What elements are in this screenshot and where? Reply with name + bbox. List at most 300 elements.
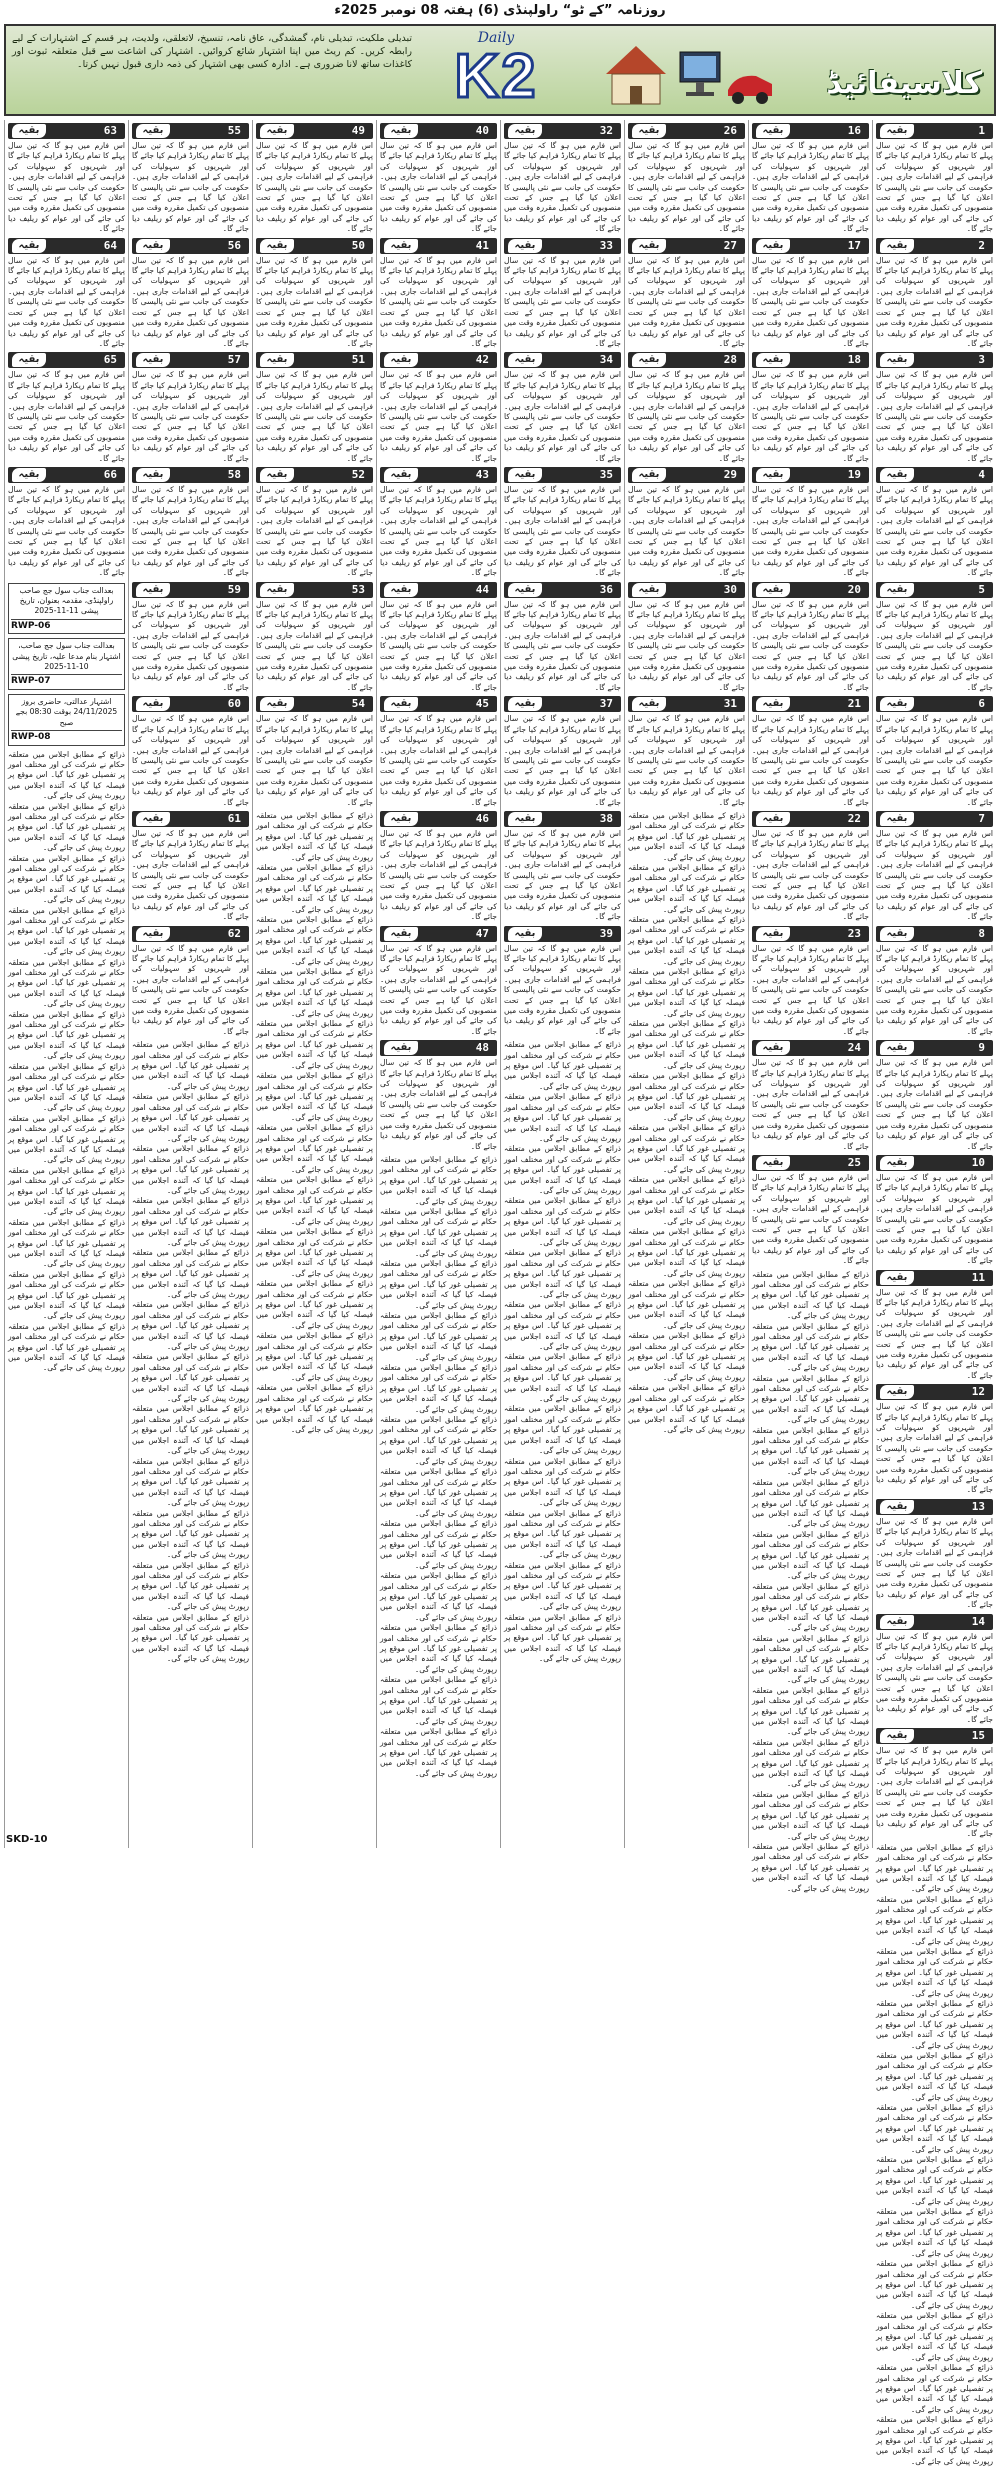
column-filler-text: ذرائع کے مطابق اجلاس میں متعلقہ حکام نے شرکت کی اور مختلف امور پر تفصیلی غور کیا گیا۔ اس موقع پر فیصلہ کیا گیا کہ آئندہ اجلاس میں رپورٹ پیش کی جائے گی۔ [752,1321,869,1373]
column-filler-text: ذرائع کے مطابق اجلاس میں متعلقہ حکام نے شرکت کی اور مختلف امور پر تفصیلی غور کیا گیا۔ اس موقع پر فیصلہ کیا گیا کہ آئندہ اجلاس میں رپورٹ پیش کی جائے گی۔ [752,1373,869,1425]
column-filler-text: ذرائع کے مطابق اجلاس میں متعلقہ حکام نے شرکت کی اور مختلف امور پر تفصیلی غور کیا گیا۔ اس موقع پر فیصلہ کیا گیا کہ آئندہ اجلاس میں رپورٹ پیش کی جائے گی۔ [752,1633,869,1685]
ad-label: بقیہ [880,353,914,367]
ad-header [752,926,869,942]
ad-header [876,1499,993,1515]
classified-ad [628,238,745,350]
ad-header [876,1728,993,1744]
column-filler-text: ذرائع کے مطابق اجلاس میں متعلقہ حکام نے شرکت کی اور مختلف امور پر تفصیلی غور کیا گیا۔ اس موقع پر فیصلہ کیا گیا کہ آئندہ اجلاس میں رپورٹ پیش کی جائے گی۔ [256,967,373,1018]
ad-body: اس فارم میں ہو گا کہ تین سال پہلے کا تمام ریکارڈ فراہم کیا جائے گا اور شہریوں کو سہولیات کی فراہمی کے لیے اقدامات جاری ہیں۔ حکومت کی جانب سے نئی پالیسی کا اعلان کیا گیا ہے جس کے تحت منصوبوں کی تکمیل مقررہ وقت میں کی جائے گی اور عوام کو ریلیف دیا جائے گا۔ [752,255,869,348]
ad-number: 45 [475,697,489,711]
column-filler-text: ذرائع کے مطابق اجلاس میں متعلقہ حکام نے شرکت کی اور مختلف امور پر تفصیلی غور کیا گیا۔ اس موقع پر فیصلہ کیا گیا کہ آئندہ اجلاس میں رپورٹ پیش کی جائے گی۔ [876,2103,993,2154]
column-filler-text: ذرائع کے مطابق اجلاس میں متعلقہ حکام نے شرکت کی اور مختلف امور پر تفصیلی غور کیا گیا۔ اس موقع پر فیصلہ کیا گیا کہ آئندہ اجلاس میں رپورٹ پیش کی جائے گی۔ [504,1560,621,1612]
classified-ad [256,467,373,579]
classified-ad [876,1499,993,1611]
ad-body: اس فارم میں ہو گا کہ تین سال پہلے کا تمام ریکارڈ فراہم کیا جائے گا اور شہریوں کو سہولیات کی فراہمی کے لیے اقدامات جاری ہیں۔ حکومت کی جانب سے نئی پالیسی کا اعلان کیا گیا ہے جس کے تحت منصوبوں کی تکمیل مقررہ وقت میں کی جائے گی اور عوام کو ریلیف دیا جائے گا۔ [256,370,373,463]
ad-number: 65 [103,353,117,367]
classified-ad [380,467,497,579]
classified-ad [876,1614,993,1726]
ad-number: 57 [227,353,241,367]
classified-ad [752,582,869,694]
column-filler-text: ذرائع کے مطابق اجلاس میں متعلقہ حکام نے شرکت کی اور مختلف امور پر تفصیلی غور کیا گیا۔ اس موقع پر فیصلہ کیا گیا کہ آئندہ اجلاس میں رپورٹ پیش کی جائے گی۔ [628,1331,745,1382]
ad-number: 17 [847,238,861,252]
ad-label: بقیہ [260,124,294,138]
column-filler-text: ذرائع کے مطابق اجلاس میں متعلقہ حکام نے شرکت کی اور مختلف امور پر تفصیلی غور کیا گیا۔ اس موقع پر فیصلہ کیا گیا کہ آئندہ اجلاس میں رپورٹ پیش کی جائے گی۔ [380,1727,497,1778]
classified-ad [8,238,125,350]
notice-code: RWP-07 [11,674,122,686]
ad-body: اس فارم میں ہو گا کہ تین سال پہلے کا تمام ریکارڈ فراہم کیا جائے گا اور شہریوں کو سہولیات کی فراہمی کے لیے اقدامات جاری ہیں۔ حکومت کی جانب سے نئی پالیسی کا اعلان کیا گیا ہے جس کے تحت منصوبوں کی تکمیل مقررہ وقت میں کی جائے گی اور عوام کو ریلیف دیا جائے گا۔ [380,943,497,1036]
column-filler-text: ذرائع کے مطابق اجلاس میں متعلقہ حکام نے شرکت کی اور مختلف امور پر تفصیلی غور کیا گیا۔ اس موقع پر فیصلہ کیا گیا کہ آئندہ اجلاس میں رپورٹ پیش کی جائے گی۔ [256,810,373,862]
house-computer-car-illustration [596,34,776,110]
column-filler-text: ذرائع کے مطابق اجلاس میں متعلقہ حکام نے شرکت کی اور مختلف امور پر تفصیلی غور کیا گیا۔ اس موقع پر فیصلہ کیا گیا کہ آئندہ اجلاس میں رپورٹ پیش کی جائے گی۔ [876,2259,993,2310]
ad-body: اس فارم میں ہو گا کہ تین سال پہلے کا تمام ریکارڈ فراہم کیا جائے گا اور شہریوں کو سہولیات کی فراہمی کے لیے اقدامات جاری ہیں۔ حکومت کی جانب سے نئی پالیسی کا اعلان کیا گیا ہے جس کے تحت منصوبوں کی تکمیل مقررہ وقت میں کی جائے گی اور عوام کو ریلیف دیا جائے گا۔ [876,714,993,807]
ad-label: بقیہ [136,239,170,253]
classified-ad [876,1270,993,1382]
ad-number: 27 [723,238,737,252]
masthead-banner [4,24,996,116]
classified-ad [380,811,497,923]
notice-code: RWP-06 [11,619,122,631]
ad-body: اس فارم میں ہو گا کہ تین سال پہلے کا تمام ریکارڈ فراہم کیا جائے گا اور شہریوں کو سہولیات کی فراہمی کے لیے اقدامات جاری ہیں۔ حکومت کی جانب سے نئی پالیسی کا اعلان کیا گیا ہے جس کے تحت منصوبوں کی تکمیل مقررہ وقت میں کی جائے گی اور عوام کو ریلیف دیا جائے گا۔ [380,714,497,807]
column-filler-text: ذرائع کے مطابق اجلاس میں متعلقہ حکام نے شرکت کی اور مختلف امور پر تفصیلی غور کیا گیا۔ اس موقع پر فیصلہ کیا گیا کہ آئندہ اجلاس میں رپورٹ پیش کی جائے گی۔ [504,1612,621,1664]
classified-ad [628,467,745,579]
column-filler-text: ذرائع کے مطابق اجلاس میں متعلقہ حکام نے شرکت کی اور مختلف امور پر تفصیلی غور کیا گیا۔ اس موقع پر فیصلہ کیا گیا کہ آئندہ اجلاس میں رپورٹ پیش کی جائے گی۔ [256,1071,373,1122]
classified-ad [876,467,993,579]
ad-label: بقیہ [260,583,294,597]
ad-body: اس فارم میں ہو گا کہ تین سال پہلے کا تمام ریکارڈ فراہم کیا جائے گا اور شہریوں کو سہولیات کی فراہمی کے لیے اقدامات جاری ہیں۔ حکومت کی جانب سے نئی پالیسی کا اعلان کیا گیا ہے جس کے تحت منصوبوں کی تکمیل مقررہ وقت میں کی جائے گی اور عوام کو ریلیف دیا جائے گا۔ [876,1287,993,1380]
ad-label: بقیہ [136,697,170,711]
ad-label: بقیہ [632,697,666,711]
ad-body: اس فارم میں ہو گا کہ تین سال پہلے کا تمام ریکارڈ فراہم کیا جائے گا اور شہریوں کو سہولیات کی فراہمی کے لیے اقدامات جاری ہیں۔ حکومت کی جانب سے نئی پالیسی کا اعلان کیا گیا ہے جس کے تحت منصوبوں کی تکمیل مقررہ وقت میں کی جائے گی اور عوام کو ریلیف دیا جائے گا۔ [256,141,373,234]
ad-label: بقیہ [880,1729,914,1743]
ad-header [132,123,249,139]
ad-header [380,467,497,483]
ad-header [132,926,249,942]
column-filler-text: ذرائع کے مطابق اجلاس میں متعلقہ حکام نے شرکت کی اور مختلف امور پر تفصیلی غور کیا گیا۔ اس موقع پر فیصلہ کیا گیا کہ آئندہ اجلاس میں رپورٹ پیش کی جائے گی۔ [876,1946,993,1998]
ad-header [504,696,621,712]
ad-body: اس فارم میں ہو گا کہ تین سال پہلے کا تمام ریکارڈ فراہم کیا جائے گا اور شہریوں کو سہولیات کی فراہمی کے لیے اقدامات جاری ہیں۔ حکومت کی جانب سے نئی پالیسی کا اعلان کیا گیا ہے جس کے تحت منصوبوں کی تکمیل مقررہ وقت میں کی جائے گی اور عوام کو ریلیف دیا جائے گا۔ [380,599,497,692]
ad-label: بقیہ [508,583,542,597]
classified-ad [8,352,125,464]
ad-number: 58 [227,467,241,481]
ad-label: بقیہ [384,697,418,711]
ad-body: اس فارم میں ہو گا کہ تین سال پہلے کا تمام ریکارڈ فراہم کیا جائے گا اور شہریوں کو سہولیات کی فراہمی کے لیے اقدامات جاری ہیں۔ حکومت کی جانب سے نئی پالیسی کا اعلان کیا گیا ہے جس کے تحت منصوبوں کی تکمیل مقررہ وقت میں کی جائے گی اور عوام کو ریلیف دیا جائے گا۔ [256,599,373,692]
column-filler-text: ذرائع کے مطابق اجلاس میں متعلقہ حکام نے شرکت کی اور مختلف امور پر تفصیلی غور کیا گیا۔ اس موقع پر فیصلہ کیا گیا کہ آئندہ اجلاس میں رپورٹ پیش کی جائے گی۔ [256,1123,373,1174]
column-filler-text: ذرائع کے مطابق اجلاس میں متعلقہ حکام نے شرکت کی اور مختلف امور پر تفصیلی غور کیا گیا۔ اس موقع پر فیصلہ کیا گیا کہ آئندہ اجلاس میں رپورٹ پیش کی جائے گی۔ [132,1040,249,1091]
ad-label: بقیہ [12,239,46,253]
ad-label: بقیہ [384,812,418,826]
ad-header [628,238,745,254]
ad-label: بقیہ [260,468,294,482]
classified-ad [628,123,745,235]
ad-header [132,238,249,254]
ad-label: بقیہ [880,239,914,253]
ad-number: 32 [599,124,613,137]
column-filler-text: ذرائع کے مطابق اجلاس میں متعلقہ حکام نے شرکت کی اور مختلف امور پر تفصیلی غور کیا گیا۔ اس موقع پر فیصلہ کیا گیا کہ آئندہ اجلاس میں رپورٹ پیش کی جائے گی۔ [380,1623,497,1674]
classified-column [872,120,996,2466]
classified-ad [256,582,373,694]
classified-ad [256,696,373,808]
ad-label: بقیہ [756,468,790,482]
ad-number: 19 [847,467,861,481]
ad-header [876,238,993,254]
ad-body: اس فارم میں ہو گا کہ تین سال پہلے کا تمام ریکارڈ فراہم کیا جائے گا اور شہریوں کو سہولیات کی فراہمی کے لیے اقدامات جاری ہیں۔ حکومت کی جانب سے نئی پالیسی کا اعلان کیا گیا ہے جس کے تحت منصوبوں کی تکمیل مقررہ وقت میں کی جائے گی اور عوام کو ریلیف دیا جائے گا۔ [380,255,497,348]
ad-body: اس فارم میں ہو گا کہ تین سال پہلے کا تمام ریکارڈ فراہم کیا جائے گا اور شہریوں کو سہولیات کی فراہمی کے لیے اقدامات جاری ہیں۔ حکومت کی جانب سے نئی پالیسی کا اعلان کیا گیا ہے جس کے تحت منصوبوں کی تکمیل مقررہ وقت میں کی جائے گی اور عوام کو ریلیف دیا جائے گا۔ [876,943,993,1036]
classified-column [252,120,376,1848]
ad-label: بقیہ [632,124,666,138]
ad-body: اس فارم میں ہو گا کہ تین سال پہلے کا تمام ریکارڈ فراہم کیا جائے گا اور شہریوں کو سہولیات کی فراہمی کے لیے اقدامات جاری ہیں۔ حکومت کی جانب سے نئی پالیسی کا اعلان کیا گیا ہے جس کے تحت منصوبوں کی تکمیل مقررہ وقت میں کی جائے گی اور عوام کو ریلیف دیا جائے گا۔ [8,484,125,578]
logo-daily: Daily [477,30,515,46]
column-filler-text: ذرائع کے مطابق اجلاس میں متعلقہ حکام نے شرکت کی اور مختلف امور پر تفصیلی غور کیا گیا۔ اس موقع پر فیصلہ کیا گیا کہ آئندہ اجلاس میں رپورٹ پیش کی جائے گی۔ [380,1258,497,1310]
column-filler-text: ذرائع کے مطابق اجلاس میں متعلقہ حکام نے شرکت کی اور مختلف امور پر تفصیلی غور کیا گیا۔ اس موقع پر فیصلہ کیا گیا کہ آئندہ اجلاس میں رپورٹ پیش کی جائے گی۔ [752,1685,869,1737]
ad-number: 66 [103,467,117,481]
ad-header [256,467,373,483]
ad-label: بقیہ [880,697,914,711]
ad-header [628,582,745,598]
ad-header [8,238,125,254]
ad-number: 55 [227,124,241,137]
column-filler-text: ذرائع کے مطابق اجلاس میں متعلقہ حکام نے شرکت کی اور مختلف امور پر تفصیلی غور کیا گیا۔ اس موقع پر فیصلہ کیا گیا کہ آئندہ اجلاس میں رپورٹ پیش کی جائے گی۔ [504,1508,621,1560]
ad-number: 38 [599,811,613,825]
classified-ad [504,926,621,1038]
ad-header [876,1384,993,1400]
ad-body: اس فارم میں ہو گا کہ تین سال پہلے کا تمام ریکارڈ فراہم کیا جائے گا اور شہریوں کو سہولیات کی فراہمی کے لیے اقدامات جاری ہیں۔ حکومت کی جانب سے نئی پالیسی کا اعلان کیا گیا ہے جس کے تحت منصوبوں کی تکمیل مقررہ وقت میں کی جائے گی اور عوام کو ریلیف دیا جائے گا۔ [876,1746,993,1839]
ad-body: اس فارم میں ہو گا کہ تین سال پہلے کا تمام ریکارڈ فراہم کیا جائے گا اور شہریوں کو سہولیات کی فراہمی کے لیے اقدامات جاری ہیں۔ حکومت کی جانب سے نئی پالیسی کا اعلان کیا گیا ہے جس کے تحت منصوبوں کی تکمیل مقررہ وقت میں کی جائے گی اور عوام کو ریلیف دیا جائے گا۔ [876,141,993,234]
ad-header [876,1155,993,1171]
column-filler-text: ذرائع کے مطابق اجلاس میں متعلقہ حکام نے شرکت کی اور مختلف امور پر تفصیلی غور کیا گیا۔ اس موقع پر فیصلہ کیا گیا کہ آئندہ اجلاس میں رپورٹ پیش کی جائے گی۔ [256,915,373,966]
ad-label: بقیہ [880,1156,914,1170]
ad-label: بقیہ [136,468,170,482]
ad-body: اس فارم میں ہو گا کہ تین سال پہلے کا تمام ریکارڈ فراہم کیا جائے گا اور شہریوں کو سہولیات کی فراہمی کے لیے اقدامات جاری ہیں۔ حکومت کی جانب سے نئی پالیسی کا اعلان کیا گیا ہے جس کے تحت منصوبوں کی تکمیل مقررہ وقت میں کی جائے گی اور عوام کو ریلیف دیا جائے گا۔ [876,1058,993,1151]
ad-label: بقیہ [756,927,790,941]
ad-header [752,1155,869,1171]
classified-column [748,120,872,1893]
column-filler-text: ذرائع کے مطابق اجلاس میں متعلقہ حکام نے شرکت کی اور مختلف امور پر تفصیلی غور کیا گیا۔ اس موقع پر فیصلہ کیا گیا کہ آئندہ اجلاس میں رپورٹ پیش کی جائے گی۔ [876,1998,993,2050]
classified-ad [752,238,869,350]
classified-ad [256,352,373,464]
classified-ad [876,1040,993,1152]
ad-label: بقیہ [880,927,914,941]
ad-body: اس فارم میں ہو گا کہ تین سال پہلے کا تمام ریکارڈ فراہم کیا جائے گا اور شہریوں کو سہولیات کی فراہمی کے لیے اقدامات جاری ہیں۔ حکومت کی جانب سے نئی پالیسی کا اعلان کیا گیا ہے جس کے تحت منصوبوں کی تکمیل مقررہ وقت میں کی جائے گی اور عوام کو ریلیف دیا جائے گا۔ [752,484,869,578]
column-filler-text: ذرائع کے مطابق اجلاس میں متعلقہ حکام نے شرکت کی اور مختلف امور پر تفصیلی غور کیا گیا۔ اس موقع پر فیصلہ کیا گیا کہ آئندہ اجلاس میں رپورٹ پیش کی جائے گی۔ [132,1092,249,1143]
ad-header [256,352,373,368]
column-filler-text: ذرائع کے مطابق اجلاس میں متعلقہ حکام نے شرکت کی اور مختلف امور پر تفصیلی غور کیا گیا۔ اس موقع پر فیصلہ کیا گیا کہ آئندہ اجلاس میں رپورٹ پیش کی جائے گی۔ [8,749,125,801]
notice-text: بعدالت جناب سول جج صاحب، اشتہار بنام مدعا علیہ، تاریخ پیشی 10-11-2025 [12,641,121,672]
column-filler-text: ذرائع کے مطابق اجلاس میں متعلقہ حکام نے شرکت کی اور مختلف امور پر تفصیلی غور کیا گیا۔ اس موقع پر فیصلہ کیا گیا کہ آئندہ اجلاس میں رپورٹ پیش کی جائے گی۔ [256,1383,373,1434]
ad-label: بقیہ [136,124,170,138]
ad-body: اس فارم میں ہو گا کہ تین سال پہلے کا تمام ریکارڈ فراہم کیا جائے گا اور شہریوں کو سہولیات کی فراہمی کے لیے اقدامات جاری ہیں۔ حکومت کی جانب سے نئی پالیسی کا اعلان کیا گیا ہے جس کے تحت منصوبوں کی تکمیل مقررہ وقت میں کی جائے گی اور عوام کو ریلیف دیا جائے گا۔ [8,255,125,348]
ad-header [876,811,993,827]
classified-ad [876,811,993,923]
ad-number: 23 [847,926,861,940]
column-filler-text: ذرائع کے مطابق اجلاس میں متعلقہ حکام نے شرکت کی اور مختلف امور پر تفصیلی غور کیا گیا۔ اس موقع پر فیصلہ کیا گیا کہ آئندہ اجلاس میں رپورٹ پیش کی جائے گی۔ [752,1789,869,1841]
ad-body: اس فارم میں ہو گا کہ تین سال پہلے کا تمام ریکارڈ فراہم کیا جائے گا اور شہریوں کو سہولیات کی فراہمی کے لیے اقدامات جاری ہیں۔ حکومت کی جانب سے نئی پالیسی کا اعلان کیا گیا ہے جس کے تحت منصوبوں کی تکمیل مقررہ وقت میں کی جائے گی اور عوام کو ریلیف دیا جائے گا۔ [380,484,497,578]
ad-number: 35 [599,467,613,481]
classified-ad [504,582,621,694]
classified-ad [132,696,249,808]
ad-header [876,696,993,712]
ad-body: اس فارم میں ہو گا کہ تین سال پہلے کا تمام ریکارڈ فراہم کیا جائے گا اور شہریوں کو سہولیات کی فراہمی کے لیے اقدامات جاری ہیں۔ حکومت کی جانب سے نئی پالیسی کا اعلان کیا گیا ہے جس کے تحت منصوبوں کی تکمیل مقررہ وقت میں کی جائے گی اور عوام کو ریلیف دیا جائے گا۔ [752,714,869,807]
classified-ad [876,123,993,235]
classified-ad [752,123,869,235]
ad-header [752,696,869,712]
column-filler-text: ذرائع کے مطابق اجلاس میں متعلقہ حکام نے شرکت کی اور مختلف امور پر تفصیلی غور کیا گیا۔ اس موقع پر فیصلہ کیا گیا کہ آئندہ اجلاس میں رپورٹ پیش کی جائے گی۔ [876,2155,993,2206]
ad-number: 60 [227,697,241,711]
ad-number: 40 [475,124,489,137]
ad-header [876,1270,993,1286]
ad-body: اس فارم میں ہو گا کہ تین سال پہلے کا تمام ریکارڈ فراہم کیا جائے گا اور شہریوں کو سہولیات کی فراہمی کے لیے اقدامات جاری ہیں۔ حکومت کی جانب سے نئی پالیسی کا اعلان کیا گیا ہے جس کے تحت منصوبوں کی تکمیل مقررہ وقت میں کی جائے گی اور عوام کو ریلیف دیا جائے گا۔ [504,828,621,922]
column-filler-text: ذرائع کے مطابق اجلاس میں متعلقہ حکام نے شرکت کی اور مختلف امور پر تفصیلی غور کیا گیا۔ اس موقع پر فیصلہ کیا گیا کہ آئندہ اجلاس میں رپورٹ پیش کی جائے گی۔ [628,1019,745,1070]
ad-number: 47 [475,926,489,940]
ad-label: بقیہ [384,1041,418,1055]
column-filler-text: ذرائع کے مطابق اجلاس میں متعلقہ حکام نے شرکت کی اور مختلف امور پر تفصیلی غور کیا گیا۔ اس موقع پر فیصلہ کیا گیا کہ آئندہ اجلاس میں رپورٹ پیش کی جائے گی۔ [380,1519,497,1570]
ad-header [380,582,497,598]
ad-number: 5 [978,582,985,596]
classified-columns [4,120,996,2466]
classified-column [4,120,128,1848]
ad-number: 33 [599,238,613,252]
ad-body: اس فارم میں ہو گا کہ تین سال پہلے کا تمام ریکارڈ فراہم کیا جائے گا اور شہریوں کو سہولیات کی فراہمی کے لیے اقدامات جاری ہیں۔ حکومت کی جانب سے نئی پالیسی کا اعلان کیا گیا ہے جس کے تحت منصوبوں کی تکمیل مقررہ وقت میں کی جائے گی اور عوام کو ریلیف دیا جائے گا۔ [876,828,993,922]
column-filler-text: ذرائع کے مطابق اجلاس میں متعلقہ حکام نے شرکت کی اور مختلف امور پر تفصیلی غور کیا گیا۔ اس موقع پر فیصلہ کیا گیا کہ آئندہ اجلاس میں رپورٹ پیش کی جائے گی۔ [256,1019,373,1070]
ad-number: 25 [847,1155,861,1169]
ad-label: بقیہ [880,812,914,826]
ad-body: اس فارم میں ہو گا کہ تین سال پہلے کا تمام ریکارڈ فراہم کیا جائے گا اور شہریوں کو سہولیات کی فراہمی کے لیے اقدامات جاری ہیں۔ حکومت کی جانب سے نئی پالیسی کا اعلان کیا گیا ہے جس کے تحت منصوبوں کی تکمیل مقررہ وقت میں کی جائے گی اور عوام کو ریلیف دیا جائے گا۔ [380,1058,497,1151]
ad-number: 50 [351,238,365,252]
column-filler-text: ذرائع کے مطابق اجلاس میں متعلقہ حکام نے شرکت کی اور مختلف امور پر تفصیلی غور کیا گیا۔ اس موقع پر فیصلہ کیا گیا کہ آئندہ اجلاس میں رپورٹ پیش کی جائے گی۔ [132,1300,249,1352]
column-filler-text: ذرائع کے مطابق اجلاس میں متعلقہ حکام نے شرکت کی اور مختلف امور پر تفصیلی غور کیا گیا۔ اس موقع پر فیصلہ کیا گیا کہ آئندہ اجلاس میں رپورٹ پیش کی جائے گی۔ [504,1404,621,1456]
ad-header [752,811,869,827]
ad-body: اس فارم میں ہو گا کہ تین سال پہلے کا تمام ریکارڈ فراہم کیا جائے گا اور شہریوں کو سہولیات کی فراہمی کے لیے اقدامات جاری ہیں۔ حکومت کی جانب سے نئی پالیسی کا اعلان کیا گیا ہے جس کے تحت منصوبوں کی تکمیل مقررہ وقت میں کی جائے گی اور عوام کو ریلیف دیا جائے گا۔ [504,255,621,348]
ad-number: 8 [978,926,985,940]
column-filler-text: ذرائع کے مطابق اجلاس میں متعلقہ حکام نے شرکت کی اور مختلف امور پر تفصیلی غور کیا گیا۔ اس موقع پر فیصلہ کیا گیا کہ آئندہ اجلاس میں رپورٹ پیش کی جائے گی۔ [628,862,745,914]
classified-column [624,120,748,1848]
column-filler-text: ذرائع کے مطابق اجلاس میں متعلقہ حکام نے شرکت کی اور مختلف امور پر تفصیلی غور کیا گیا۔ اس موقع پر فیصلہ کیا گیا کہ آئندہ اجلاس میں رپورٹ پیش کی جائے گی۔ [380,1675,497,1726]
ad-number: 7 [978,811,985,825]
ad-number: 46 [475,811,489,825]
ad-number: 39 [599,926,613,940]
ad-body: اس فارم میں ہو گا کہ تین سال پہلے کا تمام ریکارڈ فراہم کیا جائے گا اور شہریوں کو سہولیات کی فراہمی کے لیے اقدامات جاری ہیں۔ حکومت کی جانب سے نئی پالیسی کا اعلان کیا گیا ہے جس کے تحت منصوبوں کی تکمیل مقررہ وقت میں کی جائے گی اور عوام کو ریلیف دیا جائے گا۔ [628,714,745,807]
ad-header [380,696,497,712]
ad-header [752,582,869,598]
ad-number: 4 [978,467,985,481]
ad-number: 3 [978,353,985,367]
ad-number: 49 [351,124,365,137]
ad-label: بقیہ [632,468,666,482]
ad-header [752,352,869,368]
column-filler-text: ذرائع کے مطابق اجلاس میں متعلقہ حکام نے شرکت کی اور مختلف امور پر تفصیلی غور کیا گیا۔ اس موقع پر فیصلہ کیا گیا کہ آئندہ اجلاس میں رپورٹ پیش کی جائے گی۔ [132,1404,249,1456]
column-filler-text: ذرائع کے مطابق اجلاس میں متعلقہ حکام نے شرکت کی اور مختلف امور پر تفصیلی غور کیا گیا۔ اس موقع پر فیصلہ کیا گیا کہ آئندہ اجلاس میں رپورٹ پیش کی جائے گی۔ [132,1144,249,1195]
classified-ad [876,926,993,1038]
ad-number: 9 [978,1041,985,1055]
column-filler-text: ذرائع کے مطابق اجلاس میں متعلقہ حکام نے شرکت کی اور مختلف امور پر تفصیلی غور کیا گیا۔ اس موقع پر فیصلہ کیا گیا کہ آئندہ اجلاس میں رپورٹ پیش کی جائے گی۔ [8,1009,125,1061]
ad-header [256,123,373,139]
ad-number: 37 [599,697,613,711]
ad-body: اس فارم میں ہو گا کہ تین سال پہلے کا تمام ریکارڈ فراہم کیا جائے گا اور شہریوں کو سہولیات کی فراہمی کے لیے اقدامات جاری ہیں۔ حکومت کی جانب سے نئی پالیسی کا اعلان کیا گیا ہے جس کے تحت منصوبوں کی تکمیل مقررہ وقت میں کی جائے گی اور عوام کو ریلیف دیا جائے گا۔ [752,1058,869,1151]
ad-number: 42 [475,353,489,367]
ad-number: 51 [351,353,365,367]
column-filler-text: ذرائع کے مطابق اجلاس میں متعلقہ حکام نے شرکت کی اور مختلف امور پر تفصیلی غور کیا گیا۔ اس موقع پر فیصلہ کیا گیا کہ آئندہ اجلاس میں رپورٹ پیش کی جائے گی۔ [8,1217,125,1269]
ad-label: بقیہ [880,1385,914,1399]
ad-body: اس فارم میں ہو گا کہ تین سال پہلے کا تمام ریکارڈ فراہم کیا جائے گا اور شہریوں کو سہولیات کی فراہمی کے لیے اقدامات جاری ہیں۔ حکومت کی جانب سے نئی پالیسی کا اعلان کیا گیا ہے جس کے تحت منصوبوں کی تکمیل مقررہ وقت میں کی جائے گی اور عوام کو ریلیف دیا جائے گا۔ [752,943,869,1036]
classified-ad [752,696,869,808]
column-filler-text: ذرائع کے مطابق اجلاس میں متعلقہ حکام نے شرکت کی اور مختلف امور پر تفصیلی غور کیا گیا۔ اس موقع پر فیصلہ کیا گیا کہ آئندہ اجلاس میں رپورٹ پیش کی جائے گی۔ [8,1321,125,1373]
ad-header [504,926,621,942]
ad-label: بقیہ [12,353,46,367]
ad-label: بقیہ [136,812,170,826]
notice-text: بعدالت جناب سول جج صاحب راولپنڈی، مقدمہ بعنوان، تاریخ پیشی 11-11-2025 [19,585,114,616]
ad-number: 59 [227,582,241,596]
classified-ad [628,352,745,464]
column-filler-text: ذرائع کے مطابق اجلاس میں متعلقہ حکام نے شرکت کی اور مختلف امور پر تفصیلی غور کیا گیا۔ اس موقع پر فیصلہ کیا گیا کہ آئندہ اجلاس میں رپورٹ پیش کی جائے گی۔ [504,1092,621,1143]
classified-ad [380,582,497,694]
ad-body: اس فارم میں ہو گا کہ تین سال پہلے کا تمام ریکارڈ فراہم کیا جائے گا اور شہریوں کو سہولیات کی فراہمی کے لیے اقدامات جاری ہیں۔ حکومت کی جانب سے نئی پالیسی کا اعلان کیا گیا ہے جس کے تحت منصوبوں کی تکمیل مقررہ وقت میں کی جائے گی اور عوام کو ریلیف دیا جائے گا۔ [752,1172,869,1266]
ad-number: 24 [847,1041,861,1055]
logo-k2: K2 [454,42,538,111]
ad-header [752,1040,869,1056]
column-filler-text: ذرائع کے مطابق اجلاس میں متعلقہ حکام نے شرکت کی اور مختلف امور پر تفصیلی غور کیا گیا۔ اس موقع پر فیصلہ کیا گیا کہ آئندہ اجلاس میں رپورٹ پیش کی جائے گی۔ [132,1508,249,1560]
ad-label: بقیہ [136,353,170,367]
column-filler-text: ذرائع کے مطابق اجلاس میں متعلقہ حکام نے شرکت کی اور مختلف امور پر تفصیلی غور کیا گیا۔ اس موقع پر فیصلہ کیا گیا کہ آئندہ اجلاس میں رپورٹ پیش کی جائے گی۔ [628,1071,745,1122]
classified-column [376,120,500,1848]
ad-body: اس فارم میں ہو گا کہ تین سال پہلے کا تمام ریکارڈ فراہم کیا جائے گا اور شہریوں کو سہولیات کی فراہمی کے لیے اقدامات جاری ہیں۔ حکومت کی جانب سے نئی پالیسی کا اعلان کیا گیا ہے جس کے تحت منصوبوں کی تکمیل مقررہ وقت میں کی جائے گی اور عوام کو ریلیف دیا جائے گا۔ [504,714,621,807]
ad-label: بقیہ [12,124,46,138]
ad-body: اس فارم میں ہو گا کہ تین سال پہلے کا تمام ریکارڈ فراہم کیا جائے گا اور شہریوں کو سہولیات کی فراہمی کے لیے اقدامات جاری ہیں۔ حکومت کی جانب سے نئی پالیسی کا اعلان کیا گیا ہے جس کے تحت منصوبوں کی تکمیل مقررہ وقت میں کی جائے گی اور عوام کو ریلیف دیا جائے گا۔ [876,1516,993,1610]
ad-number: 56 [227,238,241,252]
ad-header [132,352,249,368]
ad-label: بقیہ [260,239,294,253]
ad-body: اس فارم میں ہو گا کہ تین سال پہلے کا تمام ریکارڈ فراہم کیا جائے گا اور شہریوں کو سہولیات کی فراہمی کے لیے اقدامات جاری ہیں۔ حکومت کی جانب سے نئی پالیسی کا اعلان کیا گیا ہے جس کے تحت منصوبوں کی تکمیل مقررہ وقت میں کی جائے گی اور عوام کو ریلیف دیا جائے گا۔ [628,255,745,348]
ad-body: اس فارم میں ہو گا کہ تین سال پہلے کا تمام ریکارڈ فراہم کیا جائے گا اور شہریوں کو سہولیات کی فراہمی کے لیے اقدامات جاری ہیں۔ حکومت کی جانب سے نئی پالیسی کا اعلان کیا گیا ہے جس کے تحت منصوبوں کی تکمیل مقررہ وقت میں کی جائے گی اور عوام کو ریلیف دیا جائے گا۔ [256,714,373,807]
ad-header [8,123,125,139]
classified-ad [132,926,249,1038]
ad-label: بقیہ [508,468,542,482]
ad-label: بقیہ [756,812,790,826]
ad-header [876,926,993,942]
column-filler-text: ذرائع کے مطابق اجلاس میں متعلقہ حکام نے شرکت کی اور مختلف امور پر تفصیلی غور کیا گیا۔ اس موقع پر فیصلہ کیا گیا کہ آئندہ اجلاس میں رپورٹ پیش کی جائے گی۔ [628,1383,745,1434]
ad-body: اس فارم میں ہو گا کہ تین سال پہلے کا تمام ریکارڈ فراہم کیا جائے گا اور شہریوں کو سہولیات کی فراہمی کے لیے اقدامات جاری ہیں۔ حکومت کی جانب سے نئی پالیسی کا اعلان کیا گیا ہے جس کے تحت منصوبوں کی تکمیل مقررہ وقت میں کی جائے گی اور عوام کو ریلیف دیا جائے گا۔ [380,141,497,234]
ad-number: 6 [978,697,985,711]
classified-ad [628,582,745,694]
column-filler-text: ذرائع کے مطابق اجلاس میں متعلقہ حکام نے شرکت کی اور مختلف امور پر تفصیلی غور کیا گیا۔ اس موقع پر فیصلہ کیا گیا کہ آئندہ اجلاس میں رپورٹ پیش کی جائے گی۔ [628,967,745,1018]
column-filler-text: ذرائع کے مطابق اجلاس میں متعلقہ حکام نے شرکت کی اور مختلف امور پر تفصیلی غور کیا گیا۔ اس موقع پر فیصلہ کیا گیا کہ آئندہ اجلاس میں رپورٹ پیش کی جائے گی۔ [132,1612,249,1664]
ad-body: اس فارم میں ہو گا کہ تین سال پہلے کا تمام ریکارڈ فراہم کیا جائے گا اور شہریوں کو سہولیات کی فراہمی کے لیے اقدامات جاری ہیں۔ حکومت کی جانب سے نئی پالیسی کا اعلان کیا گیا ہے جس کے تحت منصوبوں کی تکمیل مقررہ وقت میں کی جائے گی اور عوام کو ریلیف دیا جائے گا۔ [628,141,745,234]
ad-label: بقیہ [880,1041,914,1055]
ad-header [628,696,745,712]
column-filler-text: ذرائع کے مطابق اجلاس میں متعلقہ حکام نے شرکت کی اور مختلف امور پر تفصیلی غور کیا گیا۔ اس موقع پر فیصلہ کیا گیا کہ آئندہ اجلاس میں رپورٹ پیش کی جائے گی۔ [752,1529,869,1581]
ad-number: 41 [475,238,489,252]
ad-body: اس فارم میں ہو گا کہ تین سال پہلے کا تمام ریکارڈ فراہم کیا جائے گا اور شہریوں کو سہولیات کی فراہمی کے لیے اقدامات جاری ہیں۔ حکومت کی جانب سے نئی پالیسی کا اعلان کیا گیا ہے جس کے تحت منصوبوں کی تکمیل مقررہ وقت میں کی جائے گی اور عوام کو ریلیف دیا جائے گا۔ [876,484,993,578]
ad-header [380,811,497,827]
ad-body: اس فارم میں ہو گا کہ تین سال پہلے کا تمام ریکارڈ فراہم کیا جائے گا اور شہریوں کو سہولیات کی فراہمی کے لیے اقدامات جاری ہیں۔ حکومت کی جانب سے نئی پالیسی کا اعلان کیا گیا ہے جس کے تحت منصوبوں کی تکمیل مقررہ وقت میں کی جائے گی اور عوام کو ریلیف دیا جائے گا۔ [504,370,621,463]
ad-body: اس فارم میں ہو گا کہ تین سال پہلے کا تمام ریکارڈ فراہم کیا جائے گا اور شہریوں کو سہولیات کی فراہمی کے لیے اقدامات جاری ہیں۔ حکومت کی جانب سے نئی پالیسی کا اعلان کیا گیا ہے جس کے تحت منصوبوں کی تکمیل مقررہ وقت میں کی جائے گی اور عوام کو ریلیف دیا جائے گا۔ [628,599,745,692]
classified-ad [380,926,497,1038]
court-notice [8,694,125,746]
classified-ad [504,811,621,923]
column-filler-text: ذرائع کے مطابق اجلاس میں متعلقہ حکام نے شرکت کی اور مختلف امور پر تفصیلی غور کیا گیا۔ اس موقع پر فیصلہ کیا گیا کہ آئندہ اجلاس میں رپورٹ پیش کی جائے گی۔ [132,1352,249,1404]
column-filler-text: ذرائع کے مطابق اجلاس میں متعلقہ حکام نے شرکت کی اور مختلف امور پر تفصیلی غور کیا گیا۔ اس موقع پر فیصلہ کیا گیا کہ آئندہ اجلاس میں رپورٹ پیش کی جائے گی۔ [504,1196,621,1247]
column-filler-text: ذرائع کے مطابق اجلاس میں متعلقہ حکام نے شرکت کی اور مختلف امور پر تفصیلی غور کیا گیا۔ اس موقع پر فیصلہ کیا گیا کہ آئندہ اجلاس میں رپورٹ پیش کی جائے گی۔ [876,1842,993,1894]
column-filler-text: ذرائع کے مطابق اجلاس میں متعلقہ حکام نے شرکت کی اور مختلف امور پر تفصیلی غور کیا گیا۔ اس موقع پر فیصلہ کیا گیا کہ آئندہ اجلاس میں رپورٹ پیش کی جائے گی۔ [8,957,125,1009]
column-filler-text: ذرائع کے مطابق اجلاس میں متعلقہ حکام نے شرکت کی اور مختلف امور پر تفصیلی غور کیا گیا۔ اس موقع پر فیصلہ کیا گیا کہ آئندہ اجلاس میں رپورٹ پیش کی جائے گی۔ [8,1269,125,1321]
ad-number: 54 [351,697,365,711]
notice-code: RWP-08 [11,730,122,742]
dateline: روزنامہ ”کے ٹو“ راولپنڈی (6) ہفتہ 08 نومبر 2025ء [334,3,666,18]
ad-number: 12 [971,1385,985,1399]
classified-ad [876,238,993,350]
ad-number: 36 [599,582,613,596]
ad-label: بقیہ [508,812,542,826]
classified-ad [256,238,373,350]
ad-header [380,352,497,368]
court-notice [8,638,125,690]
ad-body: اس فارم میں ہو گا کہ تین سال پہلے کا تمام ریکارڈ فراہم کیا جائے گا اور شہریوں کو سہولیات کی فراہمی کے لیے اقدامات جاری ہیں۔ حکومت کی جانب سے نئی پالیسی کا اعلان کیا گیا ہے جس کے تحت منصوبوں کی تکمیل مقررہ وقت میں کی جائے گی اور عوام کو ریلیف دیا جائے گا۔ [132,484,249,578]
ad-header [8,467,125,483]
column-filler-text: ذرائع کے مطابق اجلاس میں متعلقہ حکام نے شرکت کی اور مختلف امور پر تفصیلی غور کیا گیا۔ اس موقع پر فیصلہ کیا گیا کہ آئندہ اجلاس میں رپورٹ پیش کی جائے گی۔ [8,1165,125,1217]
ad-header [8,352,125,368]
classified-ad [8,123,125,235]
ad-header [256,582,373,598]
classified-ad [380,696,497,808]
ad-label: بقیہ [384,468,418,482]
ad-label: بقیہ [260,353,294,367]
ad-label: بقیہ [880,1271,914,1285]
column-filler-text: ذرائع کے مطابق اجلاس میں متعلقہ حکام نے شرکت کی اور مختلف امور پر تفصیلی غور کیا گیا۔ اس موقع پر فیصلہ کیا گیا کہ آئندہ اجلاس میں رپورٹ پیش کی جائے گی۔ [752,1269,869,1321]
column-filler-text: ذرائع کے مطابق اجلاس میں متعلقہ حکام نے شرکت کی اور مختلف امور پر تفصیلی غور کیا گیا۔ اس موقع پر فیصلہ کیا گیا کہ آئندہ اجلاس میں رپورٹ پیش کی جائے گی۔ [380,1363,497,1414]
ad-label: بقیہ [136,927,170,941]
column-filler-text: ذرائع کے مطابق اجلاس میں متعلقہ حکام نے شرکت کی اور مختلف امور پر تفصیلی غور کیا گیا۔ اس موقع پر فیصلہ کیا گیا کہ آئندہ اجلاس میں رپورٹ پیش کی جائے گی۔ [876,2050,993,2102]
ad-label: بقیہ [508,124,542,138]
masthead-intro: تبدیلی ملکیت، تبدیلی نام، گمشدگی، عاق نامہ، تنسیخ، لاتعلقی، ولدیت، ہر قسم کے اشتہارات کے لیے رابطہ کریں۔ کم ریٹ میں اپنا اشتہار شائع کروائیں۔ اشتہار کی اشاعت سے قبل متعلقہ ثبوت اور کاغذات ساتھ لانا ضروری ہے۔ ادارہ کسی بھی اشتہار کی ذمہ داری قبول نہیں کرتا۔ [12,33,412,70]
k2-logo [426,28,566,114]
ad-label: بقیہ [632,353,666,367]
ad-header [876,1614,993,1630]
ad-body: اس فارم میں ہو گا کہ تین سال پہلے کا تمام ریکارڈ فراہم کیا جائے گا اور شہریوں کو سہولیات کی فراہمی کے لیے اقدامات جاری ہیں۔ حکومت کی جانب سے نئی پالیسی کا اعلان کیا گیا ہے جس کے تحت منصوبوں کی تکمیل مقررہ وقت میں کی جائے گی اور عوام کو ریلیف دیا جائے گا۔ [876,599,993,692]
ad-body: اس فارم میں ہو گا کہ تین سال پہلے کا تمام ریکارڈ فراہم کیا جائے گا اور شہریوں کو سہولیات کی فراہمی کے لیے اقدامات جاری ہیں۔ حکومت کی جانب سے نئی پالیسی کا اعلان کیا گیا ہے جس کے تحت منصوبوں کی تکمیل مقررہ وقت میں کی جائے گی اور عوام کو ریلیف دیا جائے گا۔ [876,1172,993,1266]
ad-number: 30 [723,582,737,596]
ad-label: بقیہ [756,239,790,253]
ad-label: بقیہ [136,583,170,597]
notice-text: اشتہار عدالتی، حاضری بروز 24/11/2025 بوقت 08:30 بجے صبح [15,696,118,727]
ad-header [628,467,745,483]
column-filler-text: ذرائع کے مطابق اجلاس میں متعلقہ حکام نے شرکت کی اور مختلف امور پر تفصیلی غور کیا گیا۔ اس موقع پر فیصلہ کیا گیا کہ آئندہ اجلاس میں رپورٹ پیش کی جائے گی۔ [256,862,373,914]
ad-body: اس فارم میں ہو گا کہ تین سال پہلے کا تمام ریکارڈ فراہم کیا جائے گا اور شہریوں کو سہولیات کی فراہمی کے لیے اقدامات جاری ہیں۔ حکومت کی جانب سے نئی پالیسی کا اعلان کیا گیا ہے جس کے تحت منصوبوں کی تکمیل مقررہ وقت میں کی جائے گی اور عوام کو ریلیف دیا جائے گا۔ [380,370,497,463]
column-filler-text: ذرائع کے مطابق اجلاس میں متعلقہ حکام نے شرکت کی اور مختلف امور پر تفصیلی غور کیا گیا۔ اس موقع پر فیصلہ کیا گیا کہ آئندہ اجلاس میں رپورٹ پیش کی جائے گی۔ [132,1456,249,1508]
ad-header [504,238,621,254]
ad-number: 18 [847,353,861,367]
ad-number: 31 [723,697,737,711]
ad-body: اس فارم میں ہو گا کہ تین سال پہلے کا تمام ریکارڈ فراہم کیا جائے گا اور شہریوں کو سہولیات کی فراہمی کے لیے اقدامات جاری ہیں۔ حکومت کی جانب سے نئی پالیسی کا اعلان کیا گیا ہے جس کے تحت منصوبوں کی تکمیل مقررہ وقت میں کی جائے گی اور عوام کو ریلیف دیا جائے گا۔ [132,828,249,922]
column-filler-text: ذرائع کے مطابق اجلاس میں متعلقہ حکام نے شرکت کی اور مختلف امور پر تفصیلی غور کیا گیا۔ اس موقع پر فیصلہ کیا گیا کہ آئندہ اجلاس میں رپورٹ پیش کی جائے گی۔ [752,1581,869,1633]
ad-number: 10 [971,1155,985,1169]
ad-body: اس فارم میں ہو گا کہ تین سال پہلے کا تمام ریکارڈ فراہم کیا جائے گا اور شہریوں کو سہولیات کی فراہمی کے لیے اقدامات جاری ہیں۔ حکومت کی جانب سے نئی پالیسی کا اعلان کیا گیا ہے جس کے تحت منصوبوں کی تکمیل مقررہ وقت میں کی جائے گی اور عوام کو ریلیف دیا جائے گا۔ [876,370,993,463]
classified-ad [876,1155,993,1267]
ad-number: 14 [971,1614,985,1628]
classified-ad [876,696,993,808]
ad-label: بقیہ [756,1156,790,1170]
ad-number: 34 [599,353,613,367]
classified-ad [752,467,869,579]
ad-label: بقیہ [260,697,294,711]
column-filler-text: ذرائع کے مطابق اجلاس میں متعلقہ حکام نے شرکت کی اور مختلف امور پر تفصیلی غور کیا گیا۔ اس موقع پر فیصلہ کیا گیا کہ آئندہ اجلاس میں رپورٹ پیش کی جائے گی۔ [628,915,745,966]
ad-label: بقیہ [384,353,418,367]
ad-number: 43 [475,467,489,481]
classified-ad [8,467,125,579]
ad-header [752,467,869,483]
classified-ad [876,582,993,694]
column-filler-text: ذرائع کے مطابق اجلاس میں متعلقہ حکام نے شرکت کی اور مختلف امور پر تفصیلی غور کیا گیا۔ اس موقع پر فیصلہ کیا گیا کہ آئندہ اجلاس میں رپورٹ پیش کی جائے گی۔ [8,905,125,957]
ad-number: 64 [103,238,117,252]
ad-header [380,123,497,139]
ad-number: 2 [978,238,985,252]
